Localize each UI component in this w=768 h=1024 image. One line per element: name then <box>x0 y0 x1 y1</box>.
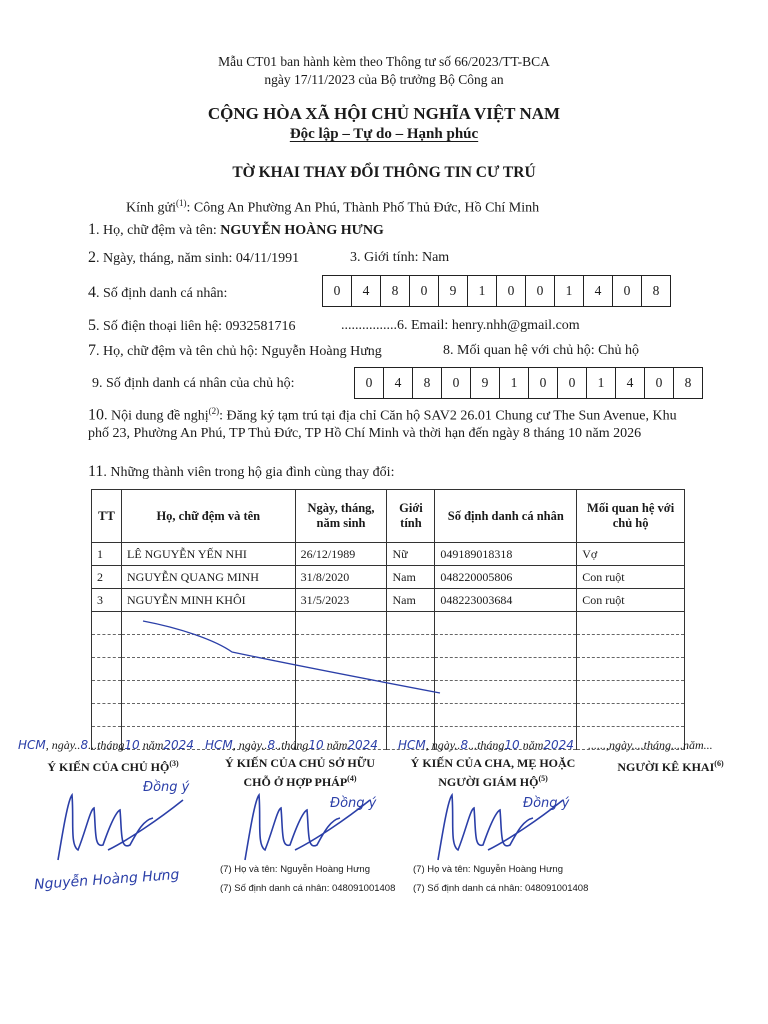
date-month-label: ...tháng <box>468 738 505 752</box>
table-cell: 048223003684 <box>435 589 577 612</box>
personal-id-digit: 0 <box>322 275 352 307</box>
personal-id-digit: 1 <box>467 275 497 307</box>
table-cell: 31/8/2020 <box>295 566 387 589</box>
handwritten-month: 10 <box>124 738 140 752</box>
form-title: TỜ KHAI THAY ĐỔI THÔNG TIN CƯ TRÚ <box>232 164 536 181</box>
table-cell: 048220005806 <box>435 566 577 589</box>
signature-heading-text: Ý KIẾN CỦA CHỦ SỞ HỮU CHỖ Ở HỢP PHÁP <box>225 756 375 789</box>
table-cell: Con ruột <box>577 589 685 612</box>
full-name-value: NGUYỄN HOÀNG HƯNG <box>220 223 384 238</box>
handwritten-place: HCM <box>398 738 426 752</box>
table-cell: 31/5/2023 <box>295 589 387 612</box>
head-id-label: 9. Số định danh cá nhân của chủ hộ: <box>92 376 295 391</box>
column-header: Ngày, tháng, năm sinh <box>295 490 387 543</box>
signature-heading <box>210 756 390 790</box>
date-year-label: năm <box>139 738 164 752</box>
signature-scribble <box>428 790 578 870</box>
relationship-text: 8. Mối quan hệ với chủ hộ: Chủ hộ <box>443 343 639 358</box>
signature-footnote: (6) <box>714 759 724 768</box>
form-reference-line1: Mẫu CT01 ban hành kèm theo Thông tư số 66/2023/TT-BCA <box>218 54 550 69</box>
signature-heading <box>23 756 203 775</box>
table-cell: Nam <box>387 566 435 589</box>
signature-heading-text: NGƯỜI KÊ KHAI <box>617 760 715 774</box>
signature-footnote: (3) <box>169 759 179 768</box>
handwritten-name: Nguyễn Hoàng Hưng <box>33 866 180 894</box>
signature-heading <box>593 756 748 775</box>
date-month-label: ..tháng <box>275 738 309 752</box>
date-day-label: , ngày.. <box>45 738 81 752</box>
handwritten-year: 2024 <box>163 738 194 752</box>
field-1-number: 1 <box>88 221 96 238</box>
date-year-label: năm <box>519 738 544 752</box>
signature-heading-text: Ý KIẾN CỦA CHỦ HỘ <box>47 760 170 774</box>
recipient-footnote: (1) <box>175 198 187 208</box>
head-id-digit: 8 <box>412 367 442 399</box>
field-11-number: 11 <box>88 463 104 480</box>
field-10-number: 10 <box>88 406 104 424</box>
table-cell: Nữ <box>387 543 435 566</box>
signature-date-line <box>18 738 194 753</box>
handwritten-year: 2024 <box>543 738 574 752</box>
head-id-digit: 0 <box>557 367 587 399</box>
table-cell: 2 <box>92 566 122 589</box>
handwritten-place: HCM <box>205 738 233 752</box>
signer-name-line: (7) Họ và tên: Nguyễn Hoàng Hưng <box>413 864 563 875</box>
table-cell: 1 <box>92 543 122 566</box>
birth-date-text: . Ngày, tháng, năm sinh: 04/11/1991 <box>96 251 300 266</box>
field-1-label: . Họ, chữ đệm và tên: <box>96 223 221 238</box>
signature-date-line <box>398 738 574 753</box>
signer-id-line: (7) Số định danh cá nhân: 048091001408 <box>220 883 396 894</box>
signer-name-line: (7) Họ và tên: Nguyễn Hoàng Hưng <box>220 864 370 875</box>
column-header: Giới tính <box>387 490 435 543</box>
handwritten-year: 2024 <box>347 738 378 752</box>
handwritten-approval: Đồng ý <box>523 796 570 811</box>
table-cell: Con ruột <box>577 566 685 589</box>
personal-id-digit: 9 <box>438 275 468 307</box>
handwritten-approval: Đồng ý <box>330 796 377 811</box>
signature-footnote: (5) <box>538 774 548 783</box>
form-reference-line2: ngày 17/11/2023 của Bộ trưởng Bộ Công an <box>264 72 504 87</box>
handwritten-month: 10 <box>504 738 520 752</box>
table-cell: LÊ NGUYỄN YẾN NHI <box>121 543 295 566</box>
column-header: Họ, chữ đệm và tên <box>121 490 295 543</box>
nation-heading: CỘNG HÒA XÃ HỘI CHỦ NGHĨA VIỆT NAM <box>207 104 561 123</box>
request-content: : Đăng ký tạm trú tại địa chỉ Căn hộ SAV2 26.01 Chung cư The Sun Avenue, Khu phố 23, Phường An Phú, TP Thủ Đức, TP Hồ Chí Minh và thời hạn đến ngày 8 tháng 10 năm 2026 <box>88 408 677 441</box>
field-10-label: . Nội dung đề nghị <box>104 408 209 424</box>
head-id-digit: 9 <box>470 367 500 399</box>
field-4-number: 4 <box>88 284 96 301</box>
handwritten-approval: Đồng ý <box>143 780 190 795</box>
field-5-number: 5 <box>88 317 96 334</box>
signature-heading-text: Ý KIẾN CỦA CHA, MẸ HOẶC NGƯỜI GIÁM HỘ <box>410 756 576 789</box>
column-header: Mối quan hệ với chủ hộ <box>577 490 685 543</box>
handwritten-day: 8 <box>80 738 89 752</box>
head-id-digit: 0 <box>644 367 674 399</box>
personal-id-digit: 8 <box>380 275 410 307</box>
head-id-digit: 4 <box>615 367 645 399</box>
personal-id-digit: 0 <box>525 275 555 307</box>
signature-scribble <box>48 790 198 870</box>
table-cell: 26/12/1989 <box>295 543 387 566</box>
table-cell: Nam <box>387 589 435 612</box>
personal-id-digit: 8 <box>641 275 671 307</box>
head-id-digit: 8 <box>673 367 703 399</box>
field-4-label: . Số định danh cá nhân: <box>96 286 228 301</box>
date-day-label: , ngày.. <box>232 738 268 752</box>
signature-footnote: (4) <box>347 774 357 783</box>
table-cell: Vợ <box>577 543 685 566</box>
column-header: TT <box>92 490 122 543</box>
date-year-label: năm <box>323 738 348 752</box>
signer-id-line: (7) Số định danh cá nhân: 048091001408 <box>413 883 589 894</box>
personal-id-digit: 0 <box>612 275 642 307</box>
personal-id-digit: 0 <box>409 275 439 307</box>
handwritten-month: 10 <box>308 738 324 752</box>
motto: Độc lập – Tự do – Hạnh phúc <box>289 126 479 142</box>
personal-id-digit: 1 <box>554 275 584 307</box>
recipient-value: : Công An Phường An Phú, Thành Phố Thủ Đức, Hồ Chí Minh <box>186 200 540 216</box>
head-id-digit: 0 <box>354 367 384 399</box>
members-heading: . Những thành viên trong hộ gia đình cùng thay đổi: <box>103 465 395 480</box>
handwritten-place: HCM <box>18 738 46 752</box>
gender-text: 3. Giới tính: Nam <box>350 250 450 265</box>
table-cell: 049189018318 <box>435 543 577 566</box>
date-blank-line: ......,ngày....tháng....năm... <box>588 738 713 752</box>
head-id-digit: 4 <box>383 367 413 399</box>
email-text: ................6. Email: henry.nhh@gmail.com <box>341 318 580 333</box>
head-id-digit: 1 <box>499 367 529 399</box>
personal-id-digit: 0 <box>496 275 526 307</box>
table-cell: NGUYỄN QUANG MINH <box>121 566 295 589</box>
handwritten-day: 8 <box>267 738 276 752</box>
signature-date-line <box>205 738 378 753</box>
handwritten-day: 8 <box>460 738 469 752</box>
table-cell: NGUYỄN MINH KHÔI <box>121 589 295 612</box>
household-head-text: . Họ, chữ đệm và tên chủ hộ: Nguyễn Hoàng Hưng <box>96 344 382 359</box>
phone-text: . Số điện thoại liên hệ: 0932581716 <box>96 319 296 334</box>
head-id-digit: 0 <box>528 367 558 399</box>
head-id-digit: 1 <box>586 367 616 399</box>
signature-scribble <box>235 790 385 870</box>
signature-heading <box>403 756 583 790</box>
table-cell: 3 <box>92 589 122 612</box>
column-header: Số định danh cá nhân <box>435 490 577 543</box>
field-10-footnote: (2) <box>208 406 220 416</box>
head-id-digit: 0 <box>441 367 471 399</box>
recipient-label: Kính gửi <box>126 200 176 216</box>
personal-id-digit: 4 <box>351 275 381 307</box>
signature-date-line <box>588 738 713 753</box>
date-month-label: ...tháng <box>88 738 125 752</box>
personal-id-digit: 4 <box>583 275 613 307</box>
date-day-label: , ngày.. <box>425 738 461 752</box>
field-2-number: 2 <box>88 249 96 266</box>
field-7-number: 7 <box>88 342 96 359</box>
